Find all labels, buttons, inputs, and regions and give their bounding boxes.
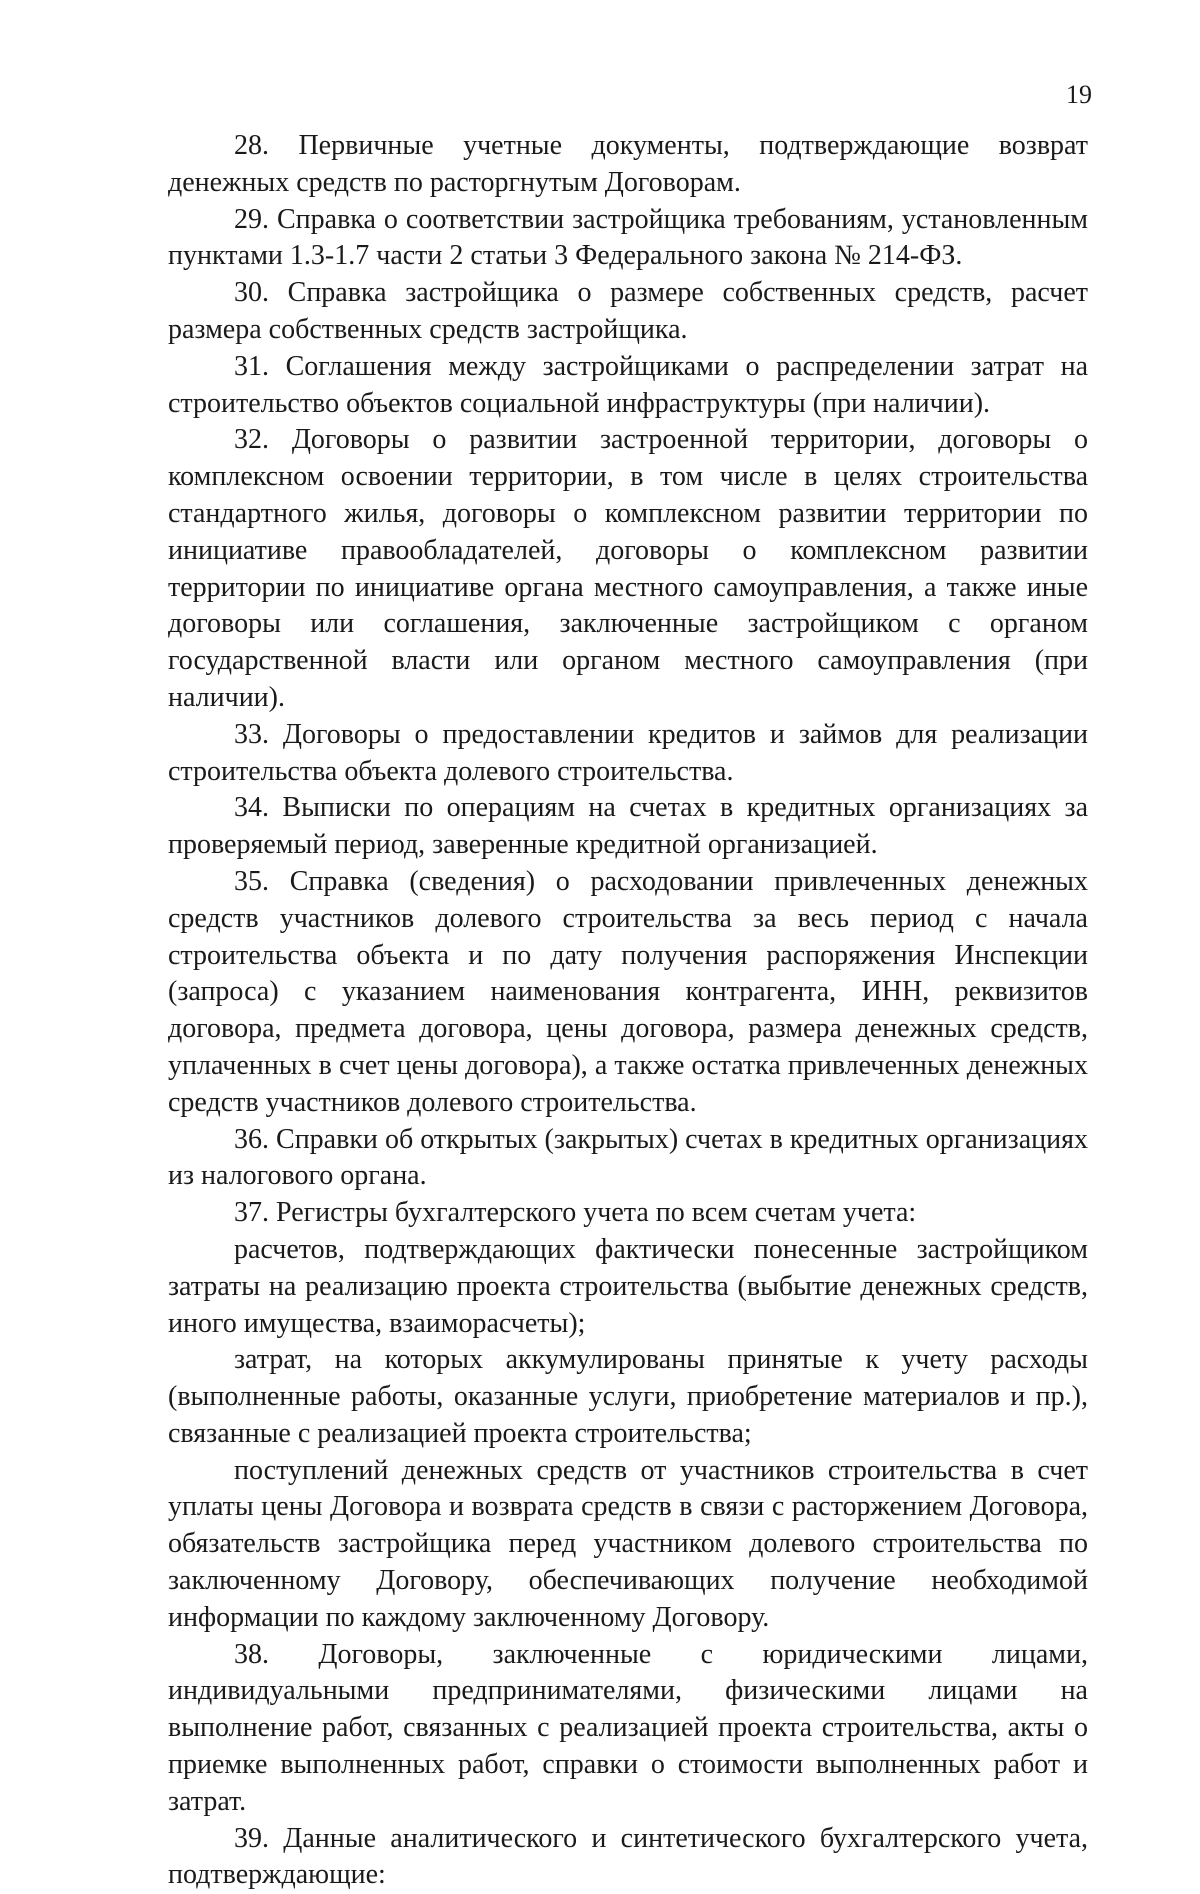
document-body	[168, 128, 1088, 1894]
item-28: 28. Первичные учетные документы, подтверждающие возврат денежных средств по расторгнутым Договорам.	[168, 130, 1088, 198]
item-33: 33. Договоры о предоставлении кредитов и займов для реализации строительства объекта долевого строительства.	[168, 718, 1088, 787]
item-37-subitem-settlements: расчетов, подтверждающих фактически понесенные застройщиком затраты на реализацию проекта строительства (выбытие денежных средств, иного имущества, взаиморасчеты);	[168, 1233, 1088, 1339]
item-39: 39. Данные аналитического и синтетического бухгалтерского учета, подтверждающие:	[168, 1822, 1088, 1891]
page-number: 19	[1066, 80, 1092, 109]
item-34: 34. Выписки по операциям на счетах в кредитных организациях за проверяемый период, заверенные кредитной организацией.	[168, 792, 1088, 861]
item-30: 30. Справка застройщика о размере собственных средств, расчет размера собственных средств застройщика.	[168, 277, 1088, 345]
item-35: 35. Справка (сведения) о расходовании привлеченных денежных средств участников долевого строительства за весь период с начала строительства объекта и по дату получения распоряжения Инспекции (запроса) с указанием наименования контрагента, ИНН, реквизитов договора, предмета договора, цены договора, размера денежных средств, уплаченных в счет цены договора), а также остатка привлеченных денежных средств участников долевого строительства.	[168, 865, 1088, 1118]
item-37-subitem-receipts: поступлений денежных средств от участников строительства в счет уплаты цены Договора и возврата средств в связи с расторжением Договора, обязательств застройщика перед участником долевого строительства по заключенному Договору, обеспечивающих получение необходимой информации по каждому заключенному Договору.	[168, 1454, 1088, 1633]
item-32: 32. Договоры о развитии застроенной территории, договоры о комплексном освоении территории, в том числе в целях строительства стандартного жилья, договоры о комплексном развитии территории по инициативе правообладателей, договоры о комплексном развитии территории по инициативе органа местного самоуправления, а также иные договоры или соглашения, заключенные застройщиком с органом государственной власти или органом местного самоуправления (при наличии).	[168, 424, 1088, 713]
item-37-subitem-costs: затрат, на которых аккумулированы принятые к учету расходы (выполненные работы, оказанные услуги, приобретение материалов и пр.), связанные с реализацией проекта строительства;	[168, 1344, 1088, 1449]
item-37: 37. Регистры бухгалтерского учета по всем счетам учета:	[234, 1197, 917, 1229]
item-36: 36. Справки об открытых (закрытых) счетах в кредитных организациях из налогового органа.	[168, 1123, 1088, 1192]
item-31: 31. Соглашения между застройщиками о распределении затрат на строительство объектов социальной инфраструктуры (при наличии).	[168, 350, 1088, 419]
item-29: 29. Справка о соответствии застройщика требованиям, установленным пунктами 1.3-1.7 части 2 статьи 3 Федерального закона № 214-ФЗ.	[168, 203, 1088, 272]
item-38: 38. Договоры, заключенные с юридическими лицами, индивидуальными предпринимателями, физическими лицами на выполнение работ, связанных с реализацией проекта строительства, акты о приемке выполненных работ, справки о стоимости выполненных работ и затрат.	[168, 1638, 1088, 1817]
